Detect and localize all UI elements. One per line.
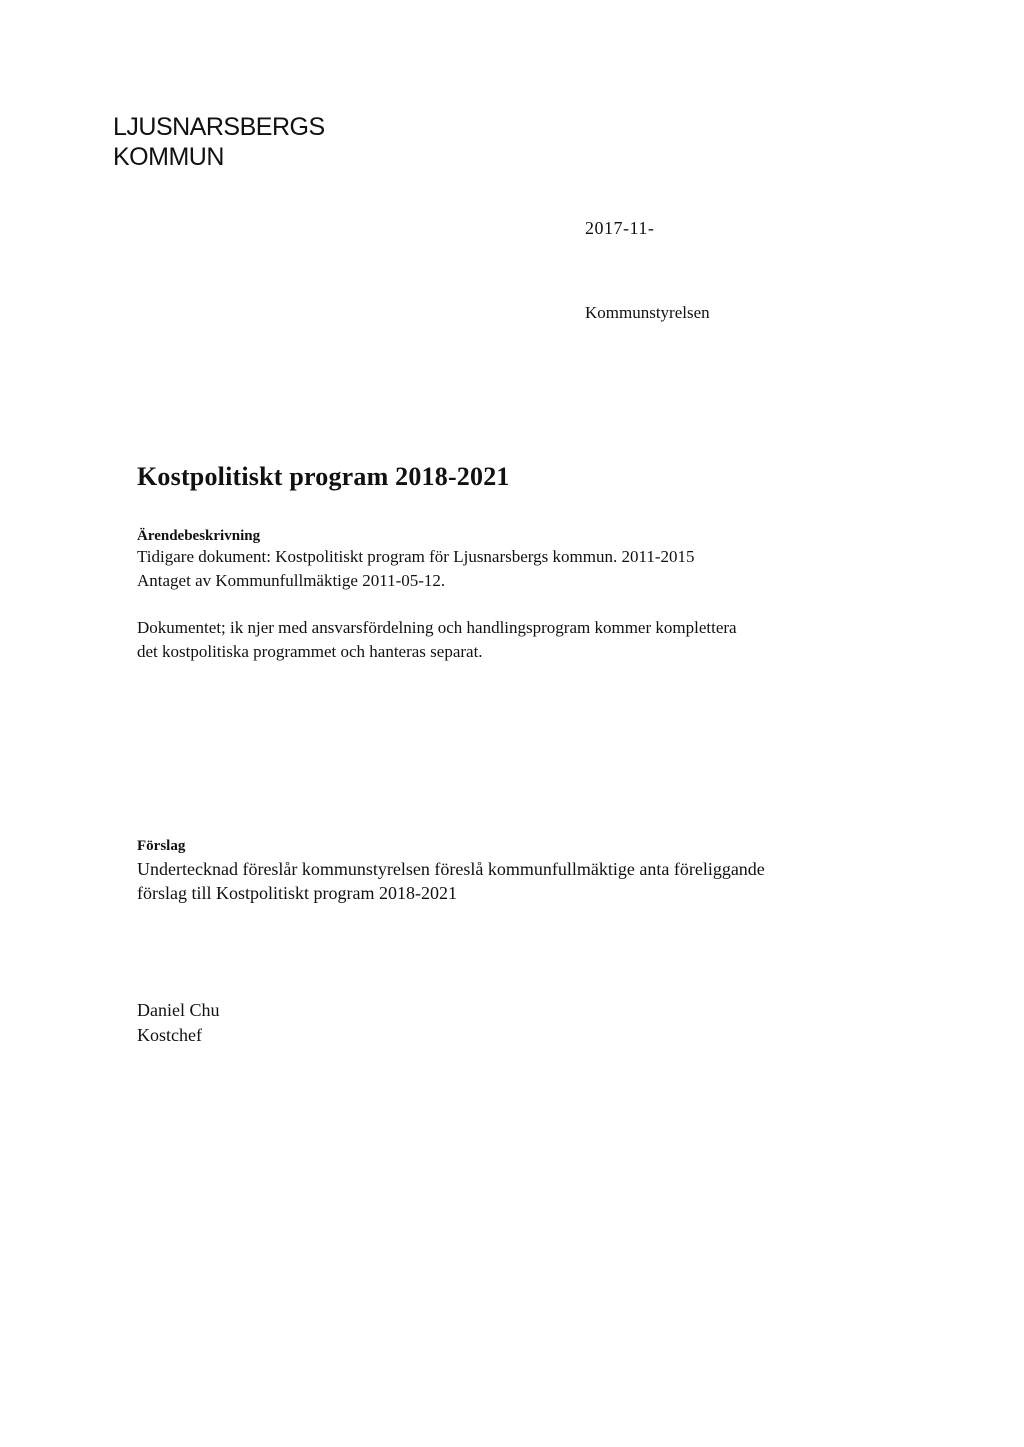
arende-heading: Ärendebeskrivning — [137, 528, 261, 544]
document-paragraph — [137, 616, 737, 664]
signature-role: Kostchef — [137, 1025, 202, 1045]
doc-line-1: Dokumentet; ik njer med ansvarsfördelning och handlingsprogram kommer komplettera — [137, 618, 737, 637]
recipient: Kommunstyrelsen — [585, 303, 710, 322]
logo-line-2: KOMMUN — [113, 143, 224, 171]
forslag-text — [137, 857, 765, 905]
logo-line-1: LJUSNARSBERGS — [113, 113, 325, 141]
document-title: Kostpolitiskt program 2018-2021 — [137, 462, 510, 491]
forslag-heading: Förslag — [137, 838, 186, 854]
signature-name: Daniel Chu — [137, 1000, 220, 1020]
arende-line-2: Antaget av Kommunfullmäktige 2011-05-12. — [137, 571, 446, 590]
forslag-line-2: förslag till Kostpolitiskt program 2018-2021 — [137, 883, 457, 903]
signature-block — [137, 998, 220, 1048]
arende-line-1: Tidigare dokument: Kostpolitiskt program för Ljusnarsbergs kommun. 2011-2015 — [137, 547, 695, 566]
forslag-line-1: Undertecknad föreslår kommunstyrelsen föreslå kommunfullmäktige anta föreliggande — [137, 859, 765, 879]
municipality-logo — [113, 112, 325, 172]
document-date: 2017-11- — [585, 218, 655, 238]
arende-description — [137, 545, 695, 593]
doc-line-2: det kostpolitiska programmet och hanteras separat. — [137, 642, 483, 661]
